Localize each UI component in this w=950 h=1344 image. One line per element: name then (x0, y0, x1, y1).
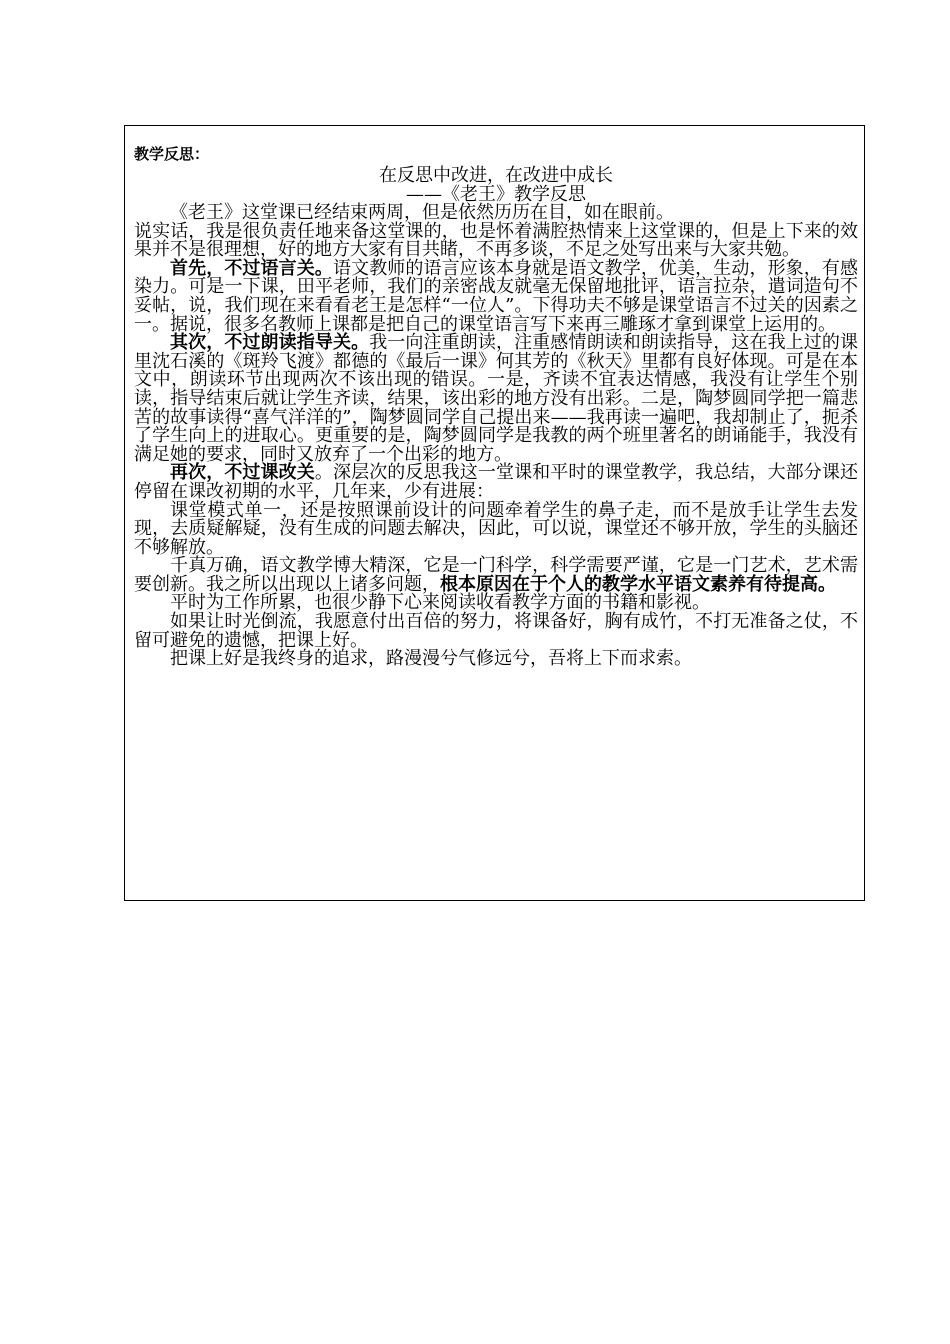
point-1-text: 语文教师的语言应该本身就是语文教学，优美，生动，形象，有感染力。可是一下课，田平老师，我们的亲密战友就毫无保留地批评，语言拉杂，遣词造句不妥帖，说，我们现在来看看老王是怎样“一位人”。下得功夫不够是课堂语言不过关的因素之一。据说，很多名教师上课都是把自己的课堂语言写下来再三雕琢才拿到课堂上运用的。 (134, 257, 859, 335)
essay-title: 在反思中改进，在改进中成长 (379, 165, 613, 186)
paragraph-reform (134, 464, 858, 501)
point-1-label: 首先，不过语言关。 (170, 257, 333, 279)
paragraph-mode: 课堂模式单一，还是按照课前设计的问题牵着学生的鼻子走，而不是放手让学生去发现，去质疑解疑，没有生成的问题去解决，因此，可以说，课堂还不够开放，学生的头脑还不够解放。 (134, 499, 858, 558)
paragraph-cause (134, 557, 858, 594)
reflection-content (134, 144, 858, 669)
cause-conclusion: 根本原因在于个人的教学水平语文素养有待提高。 (440, 573, 836, 595)
paragraph-1: 《老王》这堂课已经结束两周，但是依然历历在目，如在眼前。 (170, 202, 674, 223)
point-2-text: 我一向注重朗读，注重感情朗读和朗读指导，这在我上过的课里沈石溪的《斑羚飞渡》都德的《最后一课》何其芳的《秋天》里都有良好体现。可是在本文中，朗读环节出现两次不该出现的错误。一是，齐读不宜表达情感，我没有让学生个别读，指导结束后就让学生齐读，结果，该出彩的地方没有出彩。二是，陶梦圆同学把一篇悲苦的故事读得“喜气洋洋的”，陶梦圆同学自己提出来——我再读一遍吧，我却制止了，扼杀了学生向上的进取心。更重要的是，陶梦圆同学是我教的两个班里著名的朗诵能手，我没有满足她的要求，同时又放弃了一个出彩的地方。 (134, 332, 859, 465)
paragraph-busy: 平时为工作所累，也很少静下心来阅读收看教学方面的书籍和影视。 (170, 592, 710, 614)
point-3-label: 再次，不过课改关 (170, 462, 315, 484)
reflection-box (124, 125, 865, 901)
point-2-label: 其次，不过朗读指导关。 (170, 332, 370, 354)
section-heading: 教学反思： (134, 145, 210, 163)
paragraph-2: 说实话，我是很负责任地来备这堂课的，也是怀着满腔热情来上这堂课的，但是上下来的效果并不是很理想，好的地方大家有目共睹，不再多谈，不足之处写出来与大家共勉。 (134, 220, 858, 261)
essay-subtitle: ——《老王》教学反思 (406, 184, 586, 205)
paragraph-language (134, 257, 859, 335)
paragraph-closing: 把课上好是我终身的追求，路漫漫兮气修远兮，吾将上下而求索。 (170, 648, 692, 670)
paragraph-reading (134, 334, 858, 464)
paragraph-wish: 如果让时光倒流，我愿意付出百倍的努力，将课备好，胸有成竹，不打无准备之仗，不留可避免的遗憾，把课上好。 (134, 611, 858, 651)
point-3-text: 。深层次的反思我这一堂课和平时的课堂教学，我总结，大部分课还停留在课改初期的水平，几年来，少有进展： (134, 462, 859, 502)
cause-text: 千真万确，语文教学博大精深，它是一门科学，科学需要严谨，它是一门艺术，艺术需要创新。我之所以出现以上诸多问题， (134, 555, 858, 595)
